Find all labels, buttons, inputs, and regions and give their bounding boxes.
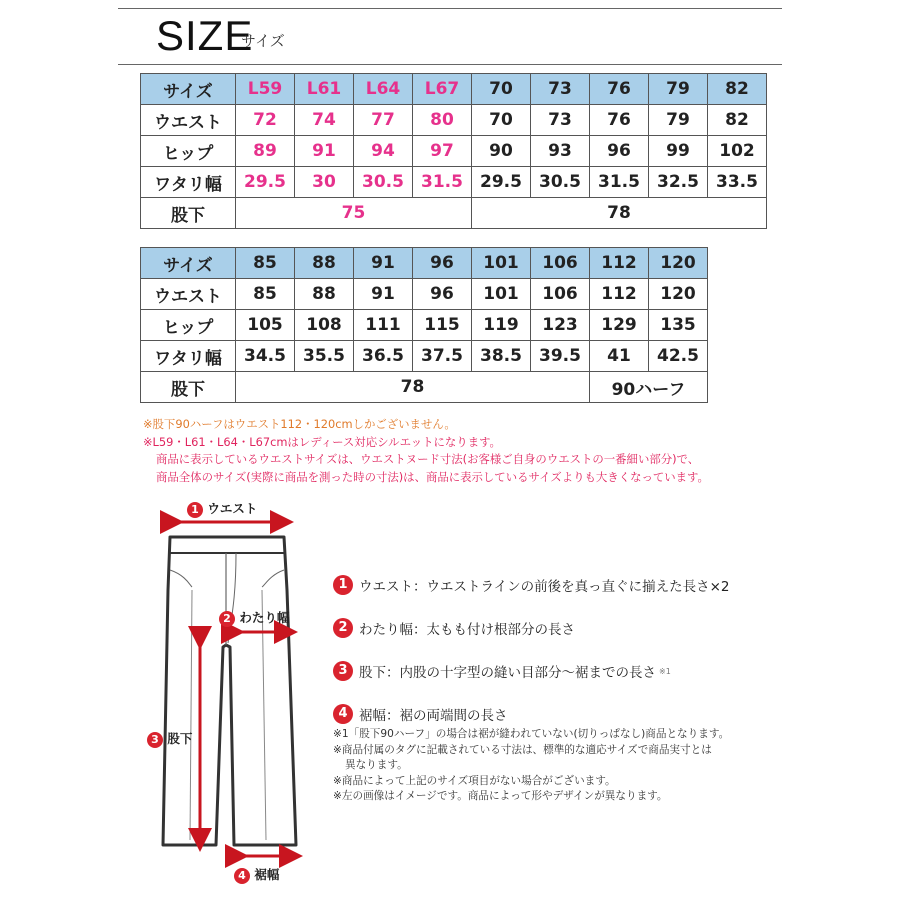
value-cell: 105: [236, 310, 295, 341]
row-label-cell: ヒップ: [141, 310, 236, 341]
value-cell: 108: [295, 310, 354, 341]
waist-number-badge: 1: [187, 502, 203, 518]
measurement-legend: [333, 574, 783, 746]
note-ladies-sizes: ※L59・L61・L64・L67cmはレディース対応シルエットになります。: [143, 434, 501, 449]
value-cell: 96: [413, 279, 472, 310]
size-label-cell: サイズ: [141, 74, 236, 105]
pants-outline-svg: [130, 495, 330, 895]
value-cell: 88: [295, 279, 354, 310]
value-cell: 80: [413, 105, 472, 136]
value-cell: 82: [708, 105, 767, 136]
size-cell: 76: [590, 74, 649, 105]
pants-shape: [163, 537, 296, 845]
size-cell: 79: [649, 74, 708, 105]
table-row: [141, 167, 767, 198]
inseam-main-cell: 78: [236, 372, 590, 403]
value-cell: 29.5: [472, 167, 531, 198]
value-cell: 70: [472, 105, 531, 136]
table-row: [141, 105, 767, 136]
value-cell: 42.5: [649, 341, 708, 372]
waist-callout: [187, 499, 257, 518]
table-row: [141, 310, 708, 341]
value-cell: 119: [472, 310, 531, 341]
size-header-row: [141, 74, 767, 105]
hem-callout-label: 裾幅: [254, 867, 280, 882]
note-waist-nude: 商品に表示しているウエストサイズは、ウエストヌード寸法(お客様ご自身のウエストの一番細い部分)で、: [156, 452, 700, 466]
size-cell: L64: [354, 74, 413, 105]
size-cell: 101: [472, 248, 531, 279]
size-cell: 88: [295, 248, 354, 279]
size-cell: 112: [590, 248, 649, 279]
size-table-1: [140, 73, 767, 229]
inseam-row: [141, 372, 708, 403]
value-cell: 30.5: [354, 167, 413, 198]
legend-text-4: 裾幅：裾の両端間の長さ: [359, 708, 508, 724]
row-label-cell: ヒップ: [141, 136, 236, 167]
value-cell: 93: [531, 136, 590, 167]
value-cell: 91: [295, 136, 354, 167]
value-cell: 97: [413, 136, 472, 167]
legend-footnote-mark: ※1: [659, 666, 671, 676]
size-cell: 91: [354, 248, 413, 279]
table-row: [141, 341, 708, 372]
size-cell: 85: [236, 248, 295, 279]
size-notes: [143, 416, 709, 486]
value-cell: 91: [354, 279, 413, 310]
value-cell: 106: [531, 279, 590, 310]
legend-text-2: わたり幅：太もも付け根部分の長さ: [359, 622, 575, 638]
value-cell: 35.5: [295, 341, 354, 372]
header-top-rule: [118, 8, 782, 9]
hem-number-badge: 4: [234, 868, 250, 884]
size-cell: 120: [649, 248, 708, 279]
value-cell: 102: [708, 136, 767, 167]
value-cell: 32.5: [649, 167, 708, 198]
row-label-cell: ウエスト: [141, 279, 236, 310]
value-cell: 34.5: [236, 341, 295, 372]
value-cell: 85: [236, 279, 295, 310]
size-cell: 70: [472, 74, 531, 105]
size-cell: 96: [413, 248, 472, 279]
pants-diagram: [130, 495, 330, 895]
value-cell: 31.5: [413, 167, 472, 198]
inseam-row: [141, 198, 767, 229]
value-cell: 39.5: [531, 341, 590, 372]
value-cell: 79: [649, 105, 708, 136]
size-cell: 82: [708, 74, 767, 105]
note-actual-size: 商品全体のサイズ(実際に商品を測った時の寸法)は、商品に表示しているサイズよりも大きくなっています。: [156, 469, 709, 484]
inseam-label-cell: 股下: [141, 198, 236, 229]
inseam-callout: [147, 729, 192, 748]
legend-item-thigh: [333, 617, 783, 639]
hem-callout: [234, 865, 279, 884]
value-cell: 29.5: [236, 167, 295, 198]
footnote-tag-size: ※商品付属のタグに記載されている寸法は、標準的な適応サイズで商品実寸とは: [333, 743, 712, 756]
value-cell: 41: [590, 341, 649, 372]
value-cell: 30: [295, 167, 354, 198]
legend-badge-2: 2: [333, 618, 353, 638]
footnote-half-hem: ※1「股下90ハーフ」の場合は裾が縫われていない(切りっぱなし)商品となります。: [333, 728, 730, 740]
value-cell: 33.5: [708, 167, 767, 198]
legend-item-waist: [333, 574, 783, 596]
size-cell: 106: [531, 248, 590, 279]
size-header-row: [141, 248, 708, 279]
legend-item-inseam: [333, 660, 783, 682]
value-cell: 135: [649, 310, 708, 341]
note-half-inseam: ※股下90ハーフはウエスト112・120cmしかございません。: [143, 417, 456, 431]
header-bottom-rule: [118, 64, 782, 65]
value-cell: 99: [649, 136, 708, 167]
value-cell: 36.5: [354, 341, 413, 372]
size-table-2: [140, 247, 708, 403]
footnote-tag-size-cont: 異なります。: [345, 759, 408, 771]
footnote-missing-items: ※商品によって上記のサイズ項目がない場合がございます。: [333, 774, 616, 787]
value-cell: 72: [236, 105, 295, 136]
page-subtitle: サイズ: [241, 32, 285, 50]
waist-callout-label: ウエスト: [207, 501, 258, 516]
size-cell: L59: [236, 74, 295, 105]
legend-badge-4: 4: [333, 704, 353, 724]
value-cell: 90: [472, 136, 531, 167]
inseam-half-cell: 90ハーフ: [590, 372, 708, 403]
row-label-cell: ワタリ幅: [141, 341, 236, 372]
table-row: [141, 279, 708, 310]
size-cell: L67: [413, 74, 472, 105]
value-cell: 120: [649, 279, 708, 310]
value-cell: 96: [590, 136, 649, 167]
row-label-cell: ウエスト: [141, 105, 236, 136]
value-cell: 94: [354, 136, 413, 167]
value-cell: 30.5: [531, 167, 590, 198]
value-cell: 73: [531, 105, 590, 136]
thigh-number-badge: 2: [219, 611, 235, 627]
row-label-cell: ワタリ幅: [141, 167, 236, 198]
size-cell: 73: [531, 74, 590, 105]
value-cell: 89: [236, 136, 295, 167]
value-cell: 112: [590, 279, 649, 310]
legend-text-1: ウエスト：ウエストラインの前後を真っ直ぐに揃えた長さ×2: [359, 579, 730, 595]
legend-item-hem: [333, 703, 783, 725]
page-title: SIZE: [156, 12, 254, 59]
value-cell: 38.5: [472, 341, 531, 372]
value-cell: 115: [413, 310, 472, 341]
legend-text-3: 股下：内股の十字型の縫い目部分～裾までの長さ: [359, 665, 656, 681]
legend-badge-3: 3: [333, 661, 353, 681]
inseam-label-cell: 股下: [141, 372, 236, 403]
size-label-cell: サイズ: [141, 248, 236, 279]
legend-badge-1: 1: [333, 575, 353, 595]
value-cell: 37.5: [413, 341, 472, 372]
size-header: [118, 8, 782, 66]
value-cell: 77: [354, 105, 413, 136]
value-cell: 123: [531, 310, 590, 341]
value-cell: 74: [295, 105, 354, 136]
footnotes: [333, 727, 729, 805]
inseam-ladies-cell: 75: [236, 198, 472, 229]
table-row: [141, 136, 767, 167]
footnote-image-only: ※左の画像はイメージです。商品によって形やデザインが異なります。: [333, 790, 668, 802]
value-cell: 129: [590, 310, 649, 341]
value-cell: 76: [590, 105, 649, 136]
inseam-number-badge: 3: [147, 732, 163, 748]
inseam-mens-cell: 78: [472, 198, 767, 229]
thigh-callout: [219, 608, 289, 627]
thigh-callout-label: わたり幅: [239, 610, 290, 625]
value-cell: 111: [354, 310, 413, 341]
value-cell: 101: [472, 279, 531, 310]
size-cell: L61: [295, 74, 354, 105]
inseam-callout-label: 股下: [167, 731, 193, 746]
value-cell: 31.5: [590, 167, 649, 198]
